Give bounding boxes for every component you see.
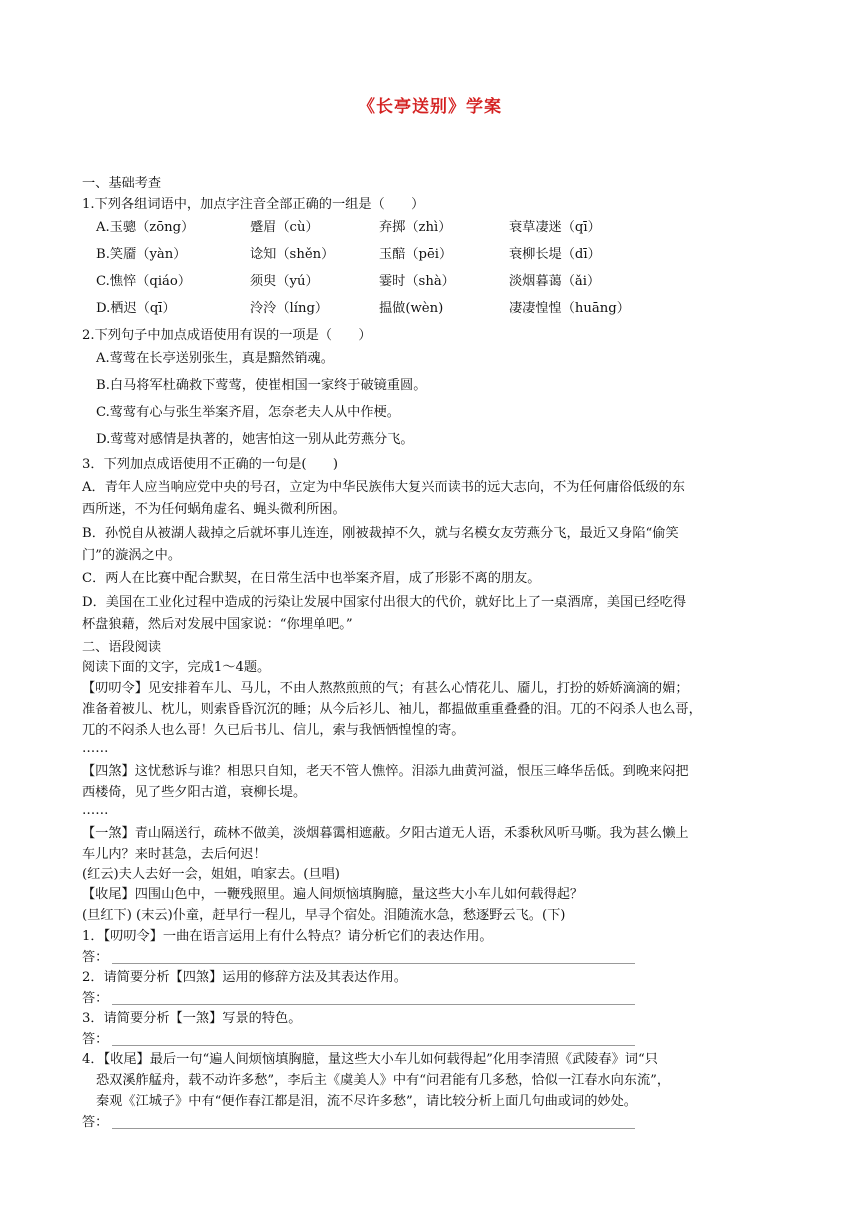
passage-line: 车儿内？来时甚急，去后何迟！ xyxy=(82,847,267,862)
reading-question: 恐双溪舴艋舟，载不动许多愁”，李后主《虞美人》中有“问君能有几多愁，恰似一江春水向东流”， xyxy=(96,1073,671,1088)
option-cell: 蹙眉（cù） xyxy=(250,220,319,235)
option-cell: 玉醅（pēi） xyxy=(379,247,453,262)
passage-line: 兀的不闷杀人也么哥！久已后书儿、信儿，索与我恓恓惶惶的寄。 xyxy=(82,723,465,738)
option-line: C．两人在比赛中配合默契，在日常生活中也举案齐眉，成了形影不离的朋友。 xyxy=(82,571,541,586)
option-cell: 凄凄惶惶（huāng） xyxy=(509,301,630,316)
option-cell: 淡烟暮蔼（ǎi） xyxy=(509,274,601,289)
reading-question: 3．请简要分析【一煞】写景的特色。 xyxy=(82,1011,302,1026)
reading-question: 4．【收尾】最后一句“遍人间烦恼填胸臆，量这些大小车儿如何载得起”化用李清照《武陵春》词“只 xyxy=(82,1052,658,1067)
option-line: D.莺莺对感情是执著的，她害怕这一别从此劳燕分飞。 xyxy=(96,432,414,447)
ellipsis: …… xyxy=(82,741,109,756)
option-cell: 衰柳长堤（dī） xyxy=(509,247,601,262)
option-line: 西所迷，不为任何蜗角虚名、蝇头微利所困。 xyxy=(82,502,346,517)
option-cell: D.栖迟（qī） xyxy=(96,301,176,316)
reading-question: 1．【叨叨令】一曲在语言运用上有什么特点？请分析它们的表达作用。 xyxy=(82,929,493,944)
option-line: B．孙悦自从被湖人裁掉之后就坏事儿连连，刚被裁掉不久，就与名模女友劳燕分飞，最近又身陷“偷笑 xyxy=(82,526,679,541)
option-line: 门”的漩涡之中。 xyxy=(82,548,182,563)
page-title: 《长亭送别》学案 xyxy=(358,97,502,117)
option-cell: 须臾（yú） xyxy=(250,274,319,289)
option-line: C.莺莺有心与张生举案齐眉，怎奈老夫人从中作梗。 xyxy=(96,405,400,420)
answer-label: 答： xyxy=(82,950,109,965)
section-heading: 二、语段阅读 xyxy=(82,640,162,655)
passage-line: (红云)夫人去好一会，姐姐，咱家去。(旦唱) xyxy=(82,867,340,882)
answer-label: 答： xyxy=(82,1115,109,1130)
option-cell: 揾做(wèn) xyxy=(379,301,444,316)
reading-intro: 阅读下面的文字，完成1～4题。 xyxy=(82,660,271,675)
option-cell: C.憔悴（qiáo） xyxy=(96,274,192,289)
passage-line: (旦红下) (末云)仆童，赶早行一程儿，早寻个宿处。泪随流水急，愁逐野云飞。(下) xyxy=(82,908,566,923)
passage-line: 西楼倚，见了些夕阳古道，衰柳长堤。 xyxy=(82,785,307,800)
answer-line[interactable] xyxy=(112,1004,635,1005)
reading-question: 秦观《江城子》中有“便作春江都是泪，流不尽许多愁”，请比较分析上面几句曲或词的妙处。 xyxy=(96,1094,637,1109)
question-stem: 2.下列句子中加点成语使用有误的一项是（ ） xyxy=(82,328,372,343)
question-stem: 1.下列各组词语中，加点字注音全部正确的一组是（ ） xyxy=(82,197,425,212)
option-line: A．青年人应当响应党中央的号召，立定为中华民族伟大复兴而读书的远大志向，不为任何庸俗低级的东 xyxy=(82,480,685,495)
answer-line[interactable] xyxy=(112,1128,635,1129)
question-stem: 3．下列加点成语使用不正确的一句是( ) xyxy=(82,457,339,472)
option-cell: 霎时（shà） xyxy=(379,274,455,289)
option-cell: 谂知（shěn） xyxy=(250,247,335,262)
passage-line: 【一煞】青山隔送行，疏林不做美，淡烟暮霭相遮蔽。夕阳古道无人语，禾黍秋风听马嘶。我为甚么懒上 xyxy=(82,826,689,841)
passage-line: 【叨叨令】见安排着车儿、马儿，不由人熬熬煎煎的气；有甚么心情花儿、靥儿，打扮的娇娇滴滴的媚； xyxy=(82,681,689,696)
answer-label: 答： xyxy=(82,1032,109,1047)
option-cell: 衰草凄迷（qī） xyxy=(509,220,601,235)
option-cell: B.笑靥（yàn） xyxy=(96,247,187,262)
reading-question: 2．请简要分析【四煞】运用的修辞方法及其表达作用。 xyxy=(82,970,407,985)
option-line: B.白马将军杜确救下莺莺，使崔相国一家终于破镜重圆。 xyxy=(96,378,427,393)
ellipsis: …… xyxy=(82,803,109,818)
option-line: 杯盘狼藉，然后对发展中国家说：“你埋单吧。” xyxy=(82,617,353,632)
answer-line[interactable] xyxy=(112,1045,635,1046)
option-cell: 泠泠（líng） xyxy=(250,301,329,316)
answer-label: 答： xyxy=(82,991,109,1006)
option-cell: A.玉骢（zōng） xyxy=(96,220,195,235)
passage-line: 【收尾】四围山色中，一鞭残照里。遍人间烦恼填胸臆，量这些大小车儿如何载得起？ xyxy=(82,887,584,902)
answer-line[interactable] xyxy=(112,963,635,964)
option-line: D．美国在工业化过程中造成的污染让发展中国家付出很大的代价，就好比上了一桌酒席，美国已经吃得 xyxy=(82,595,687,610)
option-cell: 弃掷（zhì） xyxy=(379,220,452,235)
option-line: A.莺莺在长亭送别张生，真是黯然销魂。 xyxy=(96,351,334,366)
passage-line: 准备着被儿、枕儿，则索昏昏沉沉的睡；从今后衫儿、袖儿，都揾做重重叠叠的泪。兀的不闷杀人也么哥， xyxy=(82,702,702,717)
passage-line: 【四煞】这忧愁诉与谁？相思只自知，老天不管人憔悴。泪添九曲黄河溢，恨压三峰华岳低。到晚来闷把 xyxy=(82,764,689,779)
section-heading: 一、基础考查 xyxy=(82,176,162,191)
